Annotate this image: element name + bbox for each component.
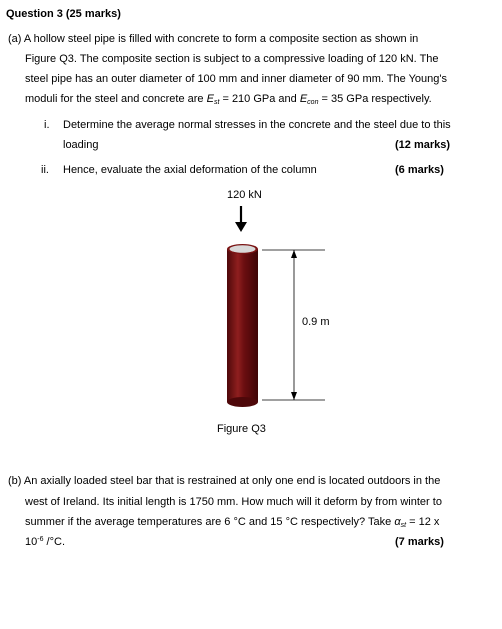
ten-base: 10 (25, 536, 38, 548)
line-4-post: = 35 GPa respectively. (318, 93, 432, 105)
exponent: -6 (37, 536, 44, 543)
sub-ii-marks: (6 marks) (395, 164, 444, 176)
part-a-line-4 (25, 93, 432, 106)
composite-pipe (227, 244, 258, 407)
e-symbol-2: E (299, 93, 308, 105)
part-b-line-3-post: = 12 x (406, 516, 440, 528)
dimension-label: 0.9 m (302, 316, 330, 328)
part-b-line-3 (25, 516, 439, 529)
part-b-line-4 (25, 536, 65, 548)
sub-ii-text: Hence, evaluate the axial deformation of the column (63, 164, 317, 176)
question-title: Question 3 (25 marks) (6, 8, 121, 20)
line-4-pre: moduli for the steel and concrete are (25, 93, 207, 105)
sub-i-line-2: loading (63, 139, 99, 151)
sub-ii-number: ii. (41, 164, 49, 176)
e-symbol: E (206, 93, 214, 105)
sub-i-marks: (12 marks) (395, 139, 451, 151)
line-4-mid: = 210 GPa and (219, 93, 300, 105)
sub-i-number: i. (44, 119, 50, 131)
figure-caption: Figure Q3 (217, 423, 266, 435)
part-b-line-2: west of Ireland. Its initial length is 1750 mm. How much will it deform by from winter to (25, 496, 442, 508)
con-subscript: con (307, 99, 319, 106)
part-b-line-3-pre: summer if the average temperatures are 6 °C and 15 °C respectively? Take (25, 516, 395, 528)
part-b-line-1: (b) An axially loaded steel bar that is restrained at only one end is located outdoors in the (8, 475, 441, 487)
unit-text: /°C. (43, 536, 65, 548)
part-a-line-3: steel pipe has an outer diameter of 100 mm and inner diameter of 90 mm. The Young's (25, 73, 447, 85)
sub-i-line-1: Determine the average normal stresses in the concrete and the steel due to this (63, 119, 451, 131)
st-subscript: st (213, 99, 220, 106)
alpha-subscript: st (400, 522, 407, 529)
part-a-line-2: Figure Q3. The composite section is subject to a compressive loading of 120 kN. The (25, 53, 439, 65)
part-a-line-1: (a) A hollow steel pipe is filled with concrete to form a composite section as shown in (8, 33, 419, 45)
load-label: 120 kN (227, 189, 262, 201)
load-arrow-icon (235, 206, 247, 232)
part-b-marks: (7 marks) (395, 536, 444, 548)
alpha-symbol: α (394, 516, 401, 528)
